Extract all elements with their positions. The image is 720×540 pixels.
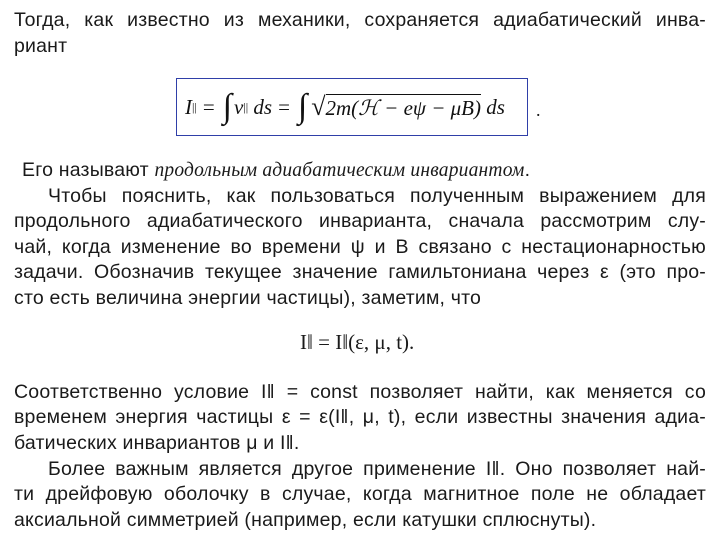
integral-sign: ∫	[297, 88, 308, 125]
formula-velocity: v	[233, 94, 244, 119]
text-span: Его называют	[22, 159, 155, 181]
text-line: сто есть величина энергии частицы), заметим, что	[14, 287, 482, 309]
integral-sign: ∫	[222, 88, 232, 125]
italic-term: продольным адиабатическим инвариантом	[154, 160, 525, 181]
main-formula-box	[176, 78, 528, 136]
text-line: Тогда, как известно из механики, сохраняется адиабатический инва-	[14, 9, 706, 31]
text-line: Более важным является другое применение I‖. Оно позволяет най-	[48, 458, 706, 480]
text-line: батических инвариантов μ и I‖.	[14, 432, 300, 454]
formula-subscript: ||	[243, 99, 249, 114]
formula-equals: =	[202, 94, 215, 119]
text-line: продольного адиабатического инварианта, сначала рассмотрим слу-	[14, 210, 706, 232]
text-line	[22, 158, 530, 183]
energy-formula: I‖ = I‖(ε, μ, t).	[300, 330, 415, 354]
text-line: временем энергия частицы ε = ε(I‖, μ, t), если известны значения адиа-	[14, 406, 706, 428]
formula-radicand: 2m(ℋ − eψ − μB)	[325, 95, 481, 120]
text-line: задачи. Обозначив текущее значение гамильтониана через ε (это про-	[14, 261, 706, 283]
text-line: аксиальной симметрией (например, если катушки сплюснуты).	[14, 509, 597, 531]
text-line: риант	[14, 35, 68, 57]
formula-equals: =	[278, 94, 290, 119]
text-line: Соответственно условие I‖ = const позволяет найти, как меняется со	[14, 381, 706, 403]
formula-ds: ds	[253, 94, 273, 119]
formula-lhs: I	[185, 94, 192, 119]
formula-ds: ds	[486, 94, 505, 119]
formula-period: .	[536, 100, 541, 120]
text-span: .	[524, 159, 531, 181]
sqrt-sign: √	[311, 92, 326, 121]
text-line: ти дрейфовую оболочку в случае, когда магнитное поле не обладает	[14, 483, 706, 505]
text-line: Чтобы пояснить, как пользоваться полученным выражением для	[48, 185, 706, 207]
text-line: чай, когда изменение во времени ψ и B связано с нестационарностью	[14, 236, 706, 258]
formula-subscript: ||	[192, 99, 197, 114]
